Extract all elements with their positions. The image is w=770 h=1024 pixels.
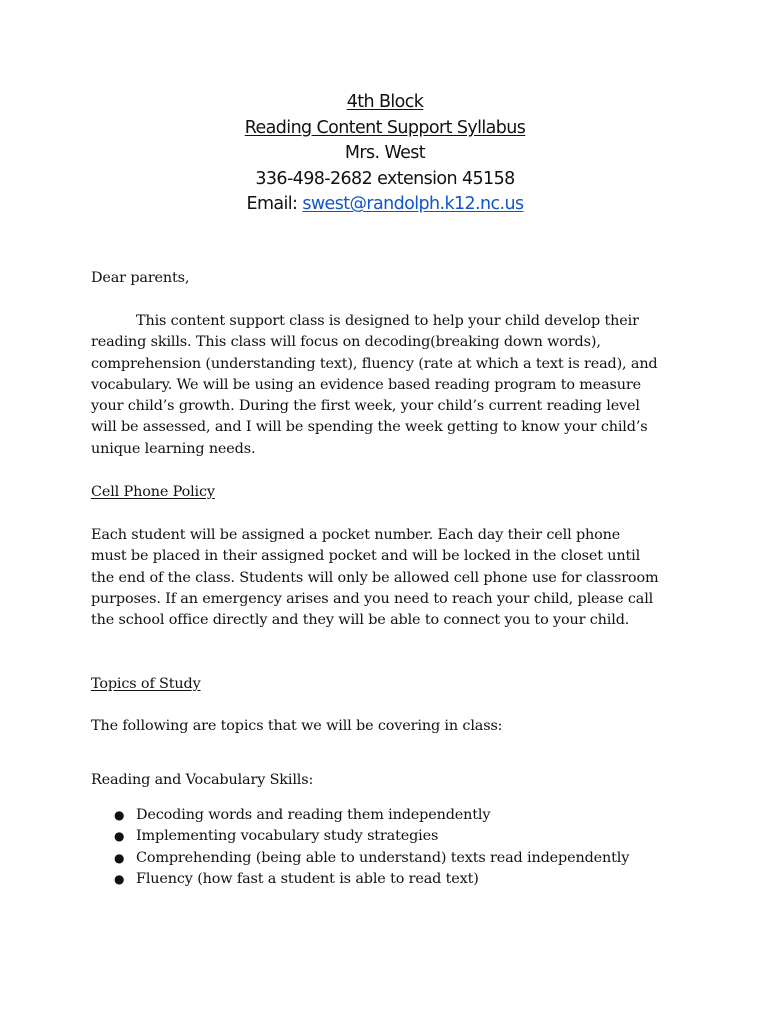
bullet-icon: ●: [114, 850, 125, 865]
email-label: Email:: [246, 194, 303, 214]
syllabus-header: [0, 90, 770, 218]
reading-skills-subheading-text: Reading and Vocabulary Skills:: [91, 772, 314, 788]
course-title: Reading Content Support Syllabus: [244, 117, 526, 138]
cell-phone-paragraph: [91, 525, 691, 631]
block-title: 4th Block: [346, 92, 424, 112]
intro-paragraph: [91, 311, 691, 460]
cell-phone-line: the school office directly and they will be able to connect you to your child.: [91, 612, 630, 629]
reading-skills-subheading: [91, 770, 691, 791]
intro-line: your child’s growth. During the first week, your child’s current reading level: [91, 398, 640, 415]
email-link[interactable]: swest@randolph.k12.nc.us: [302, 194, 524, 214]
greeting: [91, 268, 691, 289]
bullet-icon: ●: [114, 829, 125, 844]
intro-line: reading skills. This class will focus on decoding(breaking down words),: [91, 334, 601, 351]
list-item: [91, 869, 629, 890]
bullet-icon: ●: [114, 808, 125, 822]
topics-heading-text: Topics of Study: [91, 676, 201, 692]
cell-phone-line: purposes. If an emergency arises and you need to reach your child, please call: [91, 590, 654, 607]
list-item-text: Fluency (how fast a student is able to read text): [136, 870, 479, 887]
intro-line: will be assessed, and I will be spending the week getting to know your child’s: [91, 419, 648, 436]
intro-line: comprehension (understanding text), fluency (rate at which a text is read), and: [91, 355, 658, 372]
cell-phone-heading-text: Cell Phone Policy: [91, 484, 215, 500]
list-item-text: Comprehending (being able to understand) texts read independently: [136, 849, 630, 866]
topics-intro: [91, 716, 691, 737]
list-item: [91, 826, 629, 847]
intro-line: unique learning needs.: [91, 440, 256, 457]
cell-phone-line: the end of the class. Students will only be allowed cell phone use for classroom: [91, 569, 659, 586]
intro-line: This content support class is designed to help your child develop their: [136, 313, 639, 329]
list-item: [91, 848, 629, 869]
teacher-name: Mrs. West: [344, 143, 426, 163]
reading-skills-list: [91, 805, 629, 890]
cell-phone-line: must be placed in their assigned pocket and will be locked in the closet until: [91, 548, 641, 565]
greeting-text: Dear parents,: [91, 270, 190, 286]
bullet-icon: ●: [114, 871, 125, 886]
intro-line: vocabulary. We will be using an evidence based reading program to measure: [91, 376, 642, 393]
cell-phone-heading: [91, 482, 691, 503]
topics-intro-text: The following are topics that we will be covering in class:: [91, 718, 503, 734]
cell-phone-line: Each student will be assigned a pocket number. Each day their cell phone: [91, 527, 621, 543]
topics-heading: [91, 674, 691, 695]
list-item: [91, 805, 629, 826]
list-item-text: Decoding words and reading them independently: [136, 807, 491, 823]
phone-number: 336-498-2682 extension 45158: [255, 168, 515, 189]
list-item-text: Implementing vocabulary study strategies: [136, 828, 439, 845]
